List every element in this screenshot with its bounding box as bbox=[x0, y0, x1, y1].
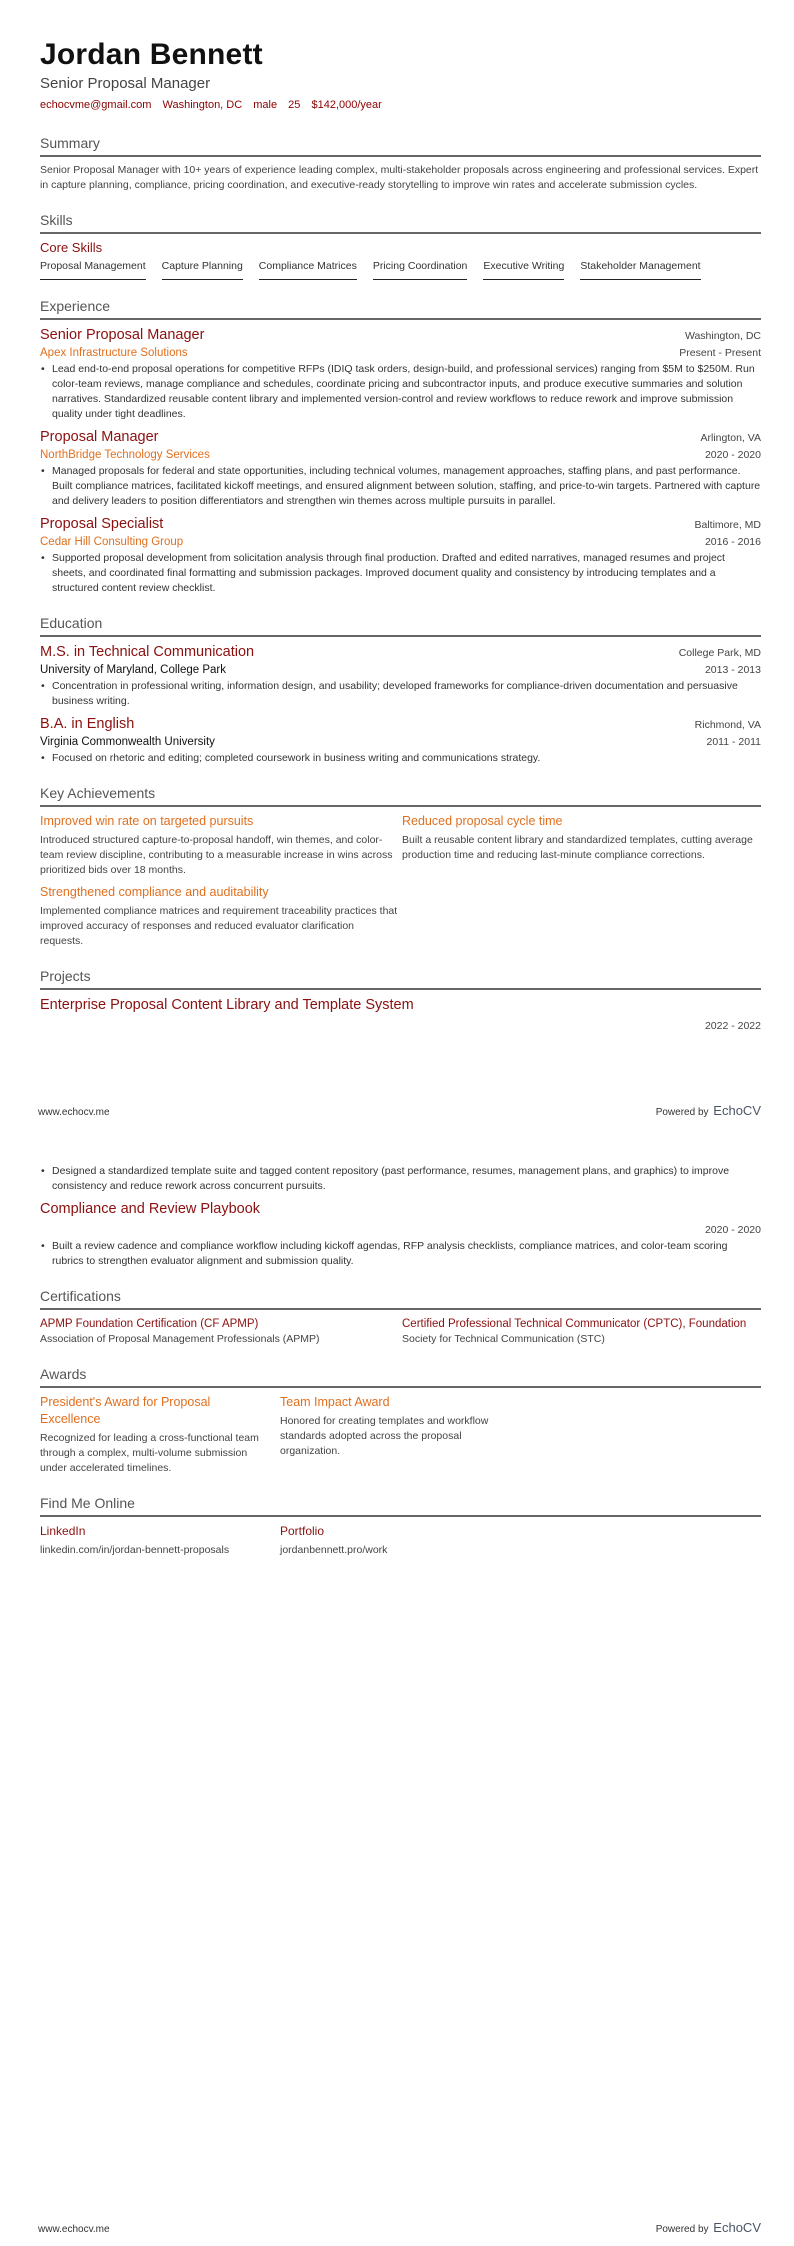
achievement-desc: Introduced structured capture-to-proposal handoff, win themes, and color-team review discipline, contributing to a measurable increase in wins across prioritized bids over 18 months. bbox=[40, 834, 393, 876]
achievement-item bbox=[40, 813, 399, 878]
certification-title: Certified Professional Technical Communicator (CPTC), Foundation bbox=[402, 1318, 747, 1330]
project-title: Enterprise Proposal Content Library and Template System bbox=[40, 997, 414, 1013]
job-bullet: • Lead end-to-end proposal operations for competitive RFPs (IDIQ task orders, design-build, and professional services) ranging from $5M to $250M. Run color-team reviews, manage compliance and schedules, coordinate pricing and subcontractor inputs, and produce executive summaries and solution narratives. Standardized reusable content library and implemented version-control and review workflows to reduce rework and improve submission quality under tight deadlines. bbox=[40, 362, 761, 422]
skill-tag: Proposal Management bbox=[40, 259, 146, 280]
job-location: Washington, DC bbox=[684, 330, 761, 342]
project-dates: 2022 - 2022 bbox=[704, 1020, 761, 1032]
job-company: Cedar Hill Consulting Group bbox=[40, 536, 184, 548]
achievement-desc: Built a reusable content library and standardized templates, cutting average production time and reducing last-minute compliance corrections. bbox=[402, 834, 753, 861]
project-entry bbox=[40, 1200, 761, 1269]
job-dates: 2016 - 2016 bbox=[704, 536, 761, 548]
job-title: Proposal Manager bbox=[40, 429, 159, 445]
contact-salary: $142,000/year bbox=[311, 99, 382, 111]
job-title: Senior Proposal Manager bbox=[40, 327, 205, 343]
contact-age: 25 bbox=[288, 99, 301, 111]
page-footer bbox=[38, 2220, 761, 2235]
job-location: Arlington, VA bbox=[700, 432, 761, 444]
online-grid bbox=[40, 1523, 761, 1558]
linkedin-link[interactable]: linkedin.com/in/jordan-bennett-proposals bbox=[40, 1544, 230, 1556]
school-name: Virginia Commonwealth University bbox=[40, 736, 215, 748]
contact-email[interactable]: echocvme@gmail.com bbox=[40, 99, 152, 111]
achievement-desc: Implemented compliance matrices and requirement traceability practices that improved accuracy of responses and reduced evaluator clarification requests. bbox=[40, 905, 398, 947]
certification-title: APMP Foundation Certification (CF APMP) bbox=[40, 1318, 259, 1330]
page-1-content bbox=[40, 38, 761, 1034]
contact-gender: male bbox=[253, 99, 278, 111]
powered-by-label: Powered by bbox=[655, 1107, 709, 1118]
section-title-achievements: Key Achievements bbox=[40, 784, 761, 807]
online-link-label: Portfolio bbox=[280, 1524, 325, 1538]
brand-logo[interactable]: EchoCV bbox=[713, 2220, 761, 2235]
achievements-grid bbox=[40, 807, 761, 949]
page-footer bbox=[38, 1103, 761, 1118]
skill-tag: Stakeholder Management bbox=[580, 259, 700, 280]
education-entry bbox=[40, 715, 761, 766]
skill-category: Core Skills bbox=[40, 240, 103, 255]
certification-item bbox=[402, 1316, 761, 1347]
project-bullet: • Designed a standardized template suite and tagged content repository (past performance, resumes, management plans, and graphics) to improve consistency and reduce rework across concurrent pursuits. bbox=[40, 1164, 761, 1194]
job-company: NorthBridge Technology Services bbox=[40, 449, 210, 461]
project-entry bbox=[40, 996, 761, 1034]
footer-powered-by bbox=[656, 2220, 761, 2235]
online-link-label: LinkedIn bbox=[40, 1524, 86, 1538]
project-entry-continued bbox=[40, 1164, 761, 1194]
degree: M.S. in Technical Communication bbox=[40, 644, 255, 660]
job-location: Baltimore, MD bbox=[694, 519, 761, 531]
experience-entry bbox=[40, 326, 761, 422]
school-location: Richmond, VA bbox=[694, 719, 761, 731]
powered-by-label: Powered by bbox=[655, 2224, 709, 2235]
education-entry bbox=[40, 643, 761, 709]
award-title: Team Impact Award bbox=[280, 1395, 390, 1409]
footer-site-link[interactable]: www.echocv.me bbox=[38, 2224, 110, 2235]
job-bullet: • Supported proposal development from solicitation analysis through final production. Drafted and edited narratives, managed resumes and project sheets, and coordinated final formatting and submission packages. Improved document quality and consistency by introducing templates and a structured content review checklist. bbox=[40, 551, 761, 596]
footer-site-link[interactable]: www.echocv.me bbox=[38, 1107, 110, 1118]
school-name: University of Maryland, College Park bbox=[40, 664, 226, 676]
award-title: President's Award for Proposal Excellence bbox=[40, 1395, 211, 1426]
school-location: College Park, MD bbox=[678, 647, 761, 659]
skills-section bbox=[40, 211, 761, 291]
summary-section bbox=[40, 134, 761, 193]
job-dates: 2020 - 2020 bbox=[704, 449, 761, 461]
job-bullet: • Managed proposals for federal and state opportunities, including technical volumes, management approaches, staffing plans, and past performance. Built compliance matrices, facilitated kickoff meetings, and ensured alignment between solution, staffing, and price-to-win targets. Partnered with capture and delivery leaders to position differentiators and strengthen win themes across multiple pursuits in parallel. bbox=[40, 464, 761, 509]
experience-entry bbox=[40, 428, 761, 509]
brand-logo[interactable]: EchoCV bbox=[713, 1103, 761, 1118]
award-item bbox=[280, 1394, 520, 1476]
award-item bbox=[40, 1394, 280, 1476]
certifications-grid bbox=[40, 1316, 761, 1347]
resume-header bbox=[40, 38, 761, 112]
education-section bbox=[40, 614, 761, 766]
online-link-item bbox=[40, 1523, 280, 1558]
certifications-section bbox=[40, 1287, 761, 1347]
awards-grid bbox=[40, 1394, 761, 1476]
skill-tag: Pricing Coordination bbox=[373, 259, 468, 280]
summary-text: Senior Proposal Manager with 10+ years of experience leading complex, multi-stakeholder proposals across engineering and professional services. Expert in capture planning, compliance, pricing coordination, and executive-ready storytelling to improve win rates and accelerate submission cycles. bbox=[40, 164, 759, 191]
section-title-education: Education bbox=[40, 614, 761, 637]
skill-tag: Compliance Matrices bbox=[259, 259, 357, 280]
award-desc: Honored for creating templates and workflow standards adopted across the proposal organization. bbox=[280, 1415, 489, 1457]
skill-list bbox=[40, 259, 761, 291]
skill-tag: Capture Planning bbox=[162, 259, 243, 280]
education-dates: 2011 - 2011 bbox=[706, 736, 761, 748]
achievements-section bbox=[40, 784, 761, 949]
section-title-online: Find Me Online bbox=[40, 1494, 761, 1517]
achievement-item bbox=[402, 813, 761, 878]
online-link-item bbox=[280, 1523, 520, 1558]
candidate-title: Senior Proposal Manager bbox=[40, 75, 211, 92]
education-bullet: • Focused on rhetoric and editing; completed coursework in business writing and communications strategy. bbox=[40, 751, 761, 766]
contact-location: Washington, DC bbox=[162, 99, 243, 111]
achievement-item bbox=[40, 884, 399, 949]
experience-section bbox=[40, 297, 761, 596]
section-title-certifications: Certifications bbox=[40, 1287, 761, 1310]
section-title-awards: Awards bbox=[40, 1365, 761, 1388]
achievement-title: Strengthened compliance and auditability bbox=[40, 885, 269, 899]
achievement-title: Improved win rate on targeted pursuits bbox=[40, 814, 254, 828]
portfolio-link[interactable]: jordanbennett.pro/work bbox=[280, 1544, 388, 1556]
experience-entry bbox=[40, 515, 761, 596]
footer-powered-by bbox=[656, 1103, 761, 1118]
project-title: Compliance and Review Playbook bbox=[40, 1201, 261, 1217]
certification-org: Society for Technical Communication (STC) bbox=[402, 1333, 605, 1345]
skill-tag: Executive Writing bbox=[483, 259, 564, 280]
page-2-content bbox=[40, 1163, 761, 1558]
resume-page-2 bbox=[0, 1123, 794, 2246]
awards-section bbox=[40, 1365, 761, 1476]
projects-section bbox=[40, 967, 761, 1034]
project-bullet: • Built a review cadence and compliance workflow including kickoff agendas, RFP analysis checklists, compliance matrices, and color-team scoring rubrics to strengthen evaluator alignment and submission quality. bbox=[40, 1239, 761, 1269]
job-company: Apex Infrastructure Solutions bbox=[40, 347, 188, 359]
certification-item bbox=[40, 1316, 399, 1347]
education-dates: 2013 - 2013 bbox=[704, 664, 761, 676]
education-bullet: • Concentration in professional writing, information design, and usability; developed frameworks for compliance-driven documentation and persuasive business writing. bbox=[40, 679, 761, 709]
online-section bbox=[40, 1494, 761, 1558]
section-title-experience: Experience bbox=[40, 297, 761, 320]
certification-org: Association of Proposal Management Professionals (APMP) bbox=[40, 1333, 320, 1345]
degree: B.A. in English bbox=[40, 716, 135, 732]
contact-line bbox=[40, 98, 761, 112]
section-title-summary: Summary bbox=[40, 134, 761, 157]
job-dates: Present - Present bbox=[679, 347, 761, 359]
section-title-skills: Skills bbox=[40, 211, 761, 234]
award-desc: Recognized for leading a cross-functional team through a complex, multi-volume submission under accelerated timelines. bbox=[40, 1432, 259, 1474]
section-title-projects: Projects bbox=[40, 967, 761, 990]
project-dates: 2020 - 2020 bbox=[704, 1224, 761, 1236]
candidate-name: Jordan Bennett bbox=[40, 38, 263, 71]
achievement-title: Reduced proposal cycle time bbox=[402, 814, 563, 828]
job-title: Proposal Specialist bbox=[40, 516, 164, 532]
